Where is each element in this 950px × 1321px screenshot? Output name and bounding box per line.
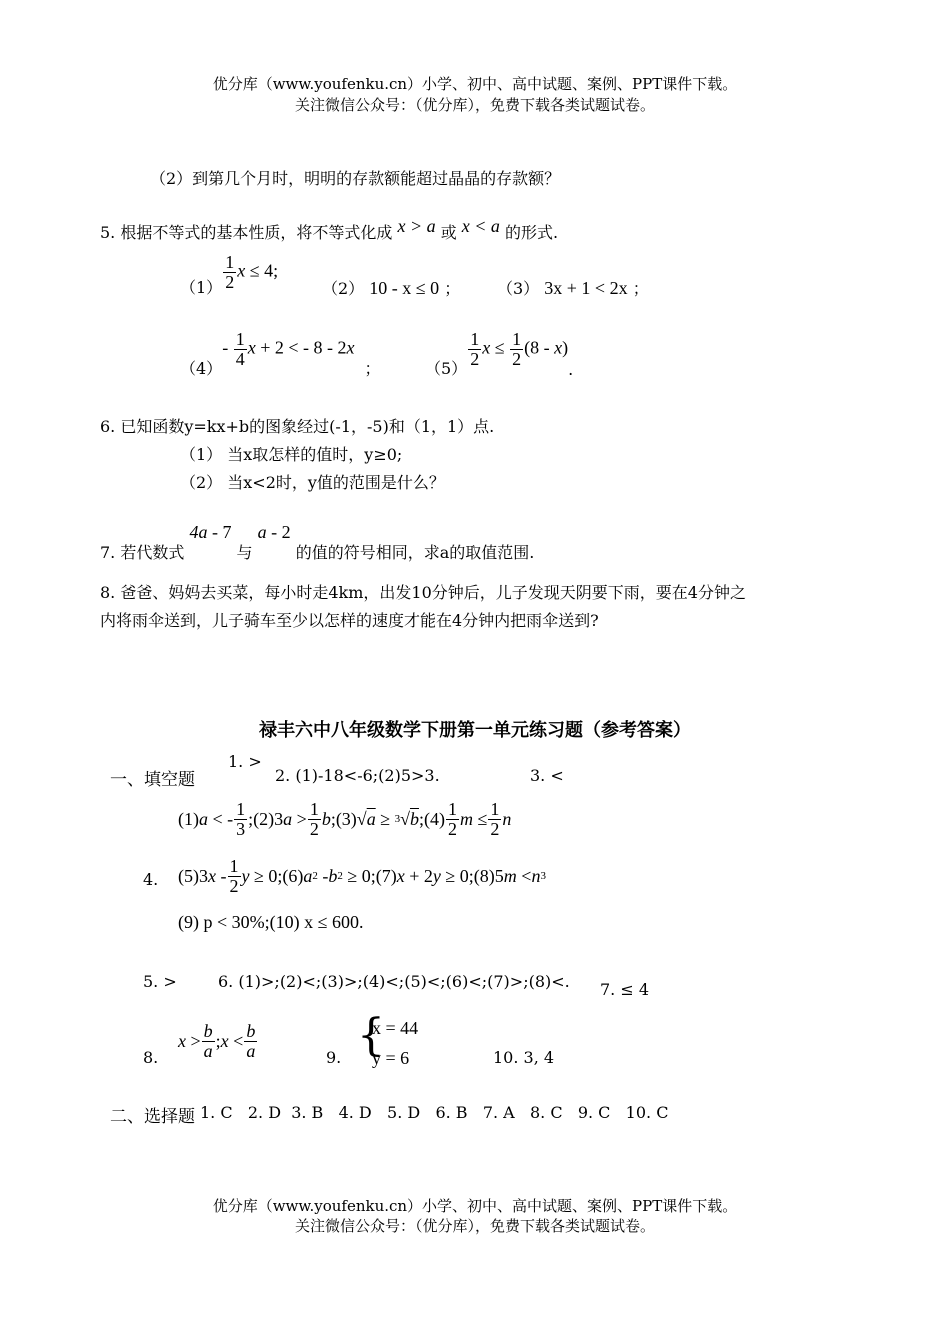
answer-4-line-1: (1) a < - $\frac{1}{3}$ ;(2)3 a > $\frac{1}{2}$ b ;(3)√ a ≥ 3 √ b ;(4) $\frac{1}{2}$ m ≤ $\frac{1}{2}$ n xyxy=(178,799,512,839)
q5-suffix: 的形式. xyxy=(505,223,559,242)
q5-label-5: （5） xyxy=(425,358,468,378)
fraction-half: $\frac{1}{2}$ xyxy=(225,251,235,292)
question-5-stem xyxy=(100,216,559,243)
q5-item-1 xyxy=(180,250,278,300)
answer-8-number: 8. xyxy=(143,1048,159,1067)
q5-prefix: 5. 根据不等式的基本性质，将不等式化成 xyxy=(100,223,393,242)
q5-item-3 xyxy=(497,276,649,299)
answer-9-number: 9. xyxy=(326,1048,342,1067)
header-line-1: 优分库（www.youfenku.cn）小学、初中、高中试题、案例、PPT课件下载。 xyxy=(212,75,738,93)
answer-6: 6. (1)>;(2)<;(3)>;(4)<;(5)<;(6)<;(7)>;(8)<. xyxy=(218,972,570,991)
question-6-stem: 6. 已知函数y=kx+b的图象经过(-1，-5)和（1，1）点. xyxy=(100,417,495,436)
q5-label-1: （1） xyxy=(180,277,223,297)
choice-answers: 1. C 2. D 3. B 4. D 5. D 6. B 7. A 8. C 9. C 10. C xyxy=(200,1103,669,1122)
question-8-line-2: 内将雨伞送到，儿子骑车至少以怎样的速度才能在4分钟内把雨伞送到? xyxy=(100,611,599,630)
q5-expr-4: - $\frac{1}{4}$ x + 2 < - 8 - 2x xyxy=(222,329,355,369)
answer-4-number: 4. xyxy=(143,870,159,889)
q5-period: . xyxy=(568,359,574,379)
q5-semicolon-3: ； xyxy=(632,279,649,298)
question-7 xyxy=(100,520,534,560)
q5-label-3: （3） xyxy=(497,279,540,298)
q5-ineq-greater: x > a xyxy=(397,216,436,236)
q5-expr-5: $\frac{1}{2}$ x ≤ $\frac{1}{2}$ (8 - x) xyxy=(470,329,569,369)
section-2-heading: 二、选择题 xyxy=(110,1107,195,1127)
q7-prefix: 7. 若代数式 xyxy=(100,543,185,562)
answer-8-expr: x > $\frac{b}{a}$ ; x < $\frac{b}{a}$ xyxy=(178,1021,256,1061)
q5-item-2 xyxy=(322,276,460,299)
q5-item-5 xyxy=(425,330,573,381)
header-line-2: 关注微信公众号：（优分库），免费下载各类试题试卷。 xyxy=(294,96,655,114)
q5-or: 或 xyxy=(440,223,457,242)
q5-item-4 xyxy=(180,330,381,381)
answer-1: 1. > xyxy=(228,752,262,771)
q5-expr-1: $\frac{1}{2}$ x ≤ 4; xyxy=(225,251,279,292)
q5-semicolon-2: ； xyxy=(444,279,461,298)
question-8-line-1: 8. 爸爸、妈妈去买菜，每小时走4km，出发10分钟后，儿子发现天阴要下雨，要在4分钟之 xyxy=(100,583,746,602)
answer-5: 5. > xyxy=(143,972,177,991)
question-6-part-1: （1） 当x取怎样的值时，y≥0; xyxy=(180,445,403,464)
answer-9-y: y = 6 xyxy=(372,1048,410,1068)
section-1-heading: 一、填空题 xyxy=(110,770,195,790)
q7-mid: 与 xyxy=(236,543,253,562)
q5-semicolon-4: ； xyxy=(364,358,381,378)
answer-3: 3. < xyxy=(530,766,564,785)
question-4-part-2: （2）到第几个月时，明明的存款额能超过晶晶的存款额？ xyxy=(150,169,561,188)
footer-line-1: 优分库（www.youfenku.cn）小学、初中、高中试题、案例、PPT课件下载。 xyxy=(212,1197,738,1215)
answers-title: 禄丰六中八年级数学下册第一单元练习题（参考答案） xyxy=(259,720,691,741)
answer-4-line-3: (9) p < 30%;(10) x ≤ 600. xyxy=(178,912,364,932)
q5-ineq-less: x < a xyxy=(461,216,500,236)
fraction-quarter: $\frac{1}{4}$ xyxy=(235,329,245,369)
question-6-part-2: （2） 当x<2时，y值的范围是什么？ xyxy=(180,473,445,492)
answer-10: 10. 3, 4 xyxy=(493,1048,555,1067)
q5-expr-3: 3x + 1 < 2x xyxy=(544,278,628,298)
q5-expr-2: 10 - x ≤ 0 xyxy=(369,278,440,298)
answer-2: 2. (1)-18<-6;(2)5>3. xyxy=(275,766,440,785)
q5-label-4: （4） xyxy=(180,358,223,378)
answer-7: 7. ≤ 4 xyxy=(600,980,650,999)
q7-expr-2: a - 2 xyxy=(257,522,291,542)
answer-4-line-2: (5)3 x - $\frac{1}{2}$ y ≥ 0;(6) a 2 - b 2 ≥ 0;(7) x + 2 y ≥ 0;(8)5 m < n 3 xyxy=(178,856,546,896)
q5-label-2: （2） xyxy=(322,279,365,298)
answer-9-brace: { xyxy=(357,1010,385,1061)
q7-expr-1: 4a - 7 xyxy=(189,522,232,542)
answer-9-x: x = 44 xyxy=(372,1018,419,1038)
q7-suffix: 的值的符号相同，求a的取值范围. xyxy=(295,543,535,562)
footer-line-2: 关注微信公众号：（优分库），免费下载各类试题试卷。 xyxy=(294,1217,655,1235)
